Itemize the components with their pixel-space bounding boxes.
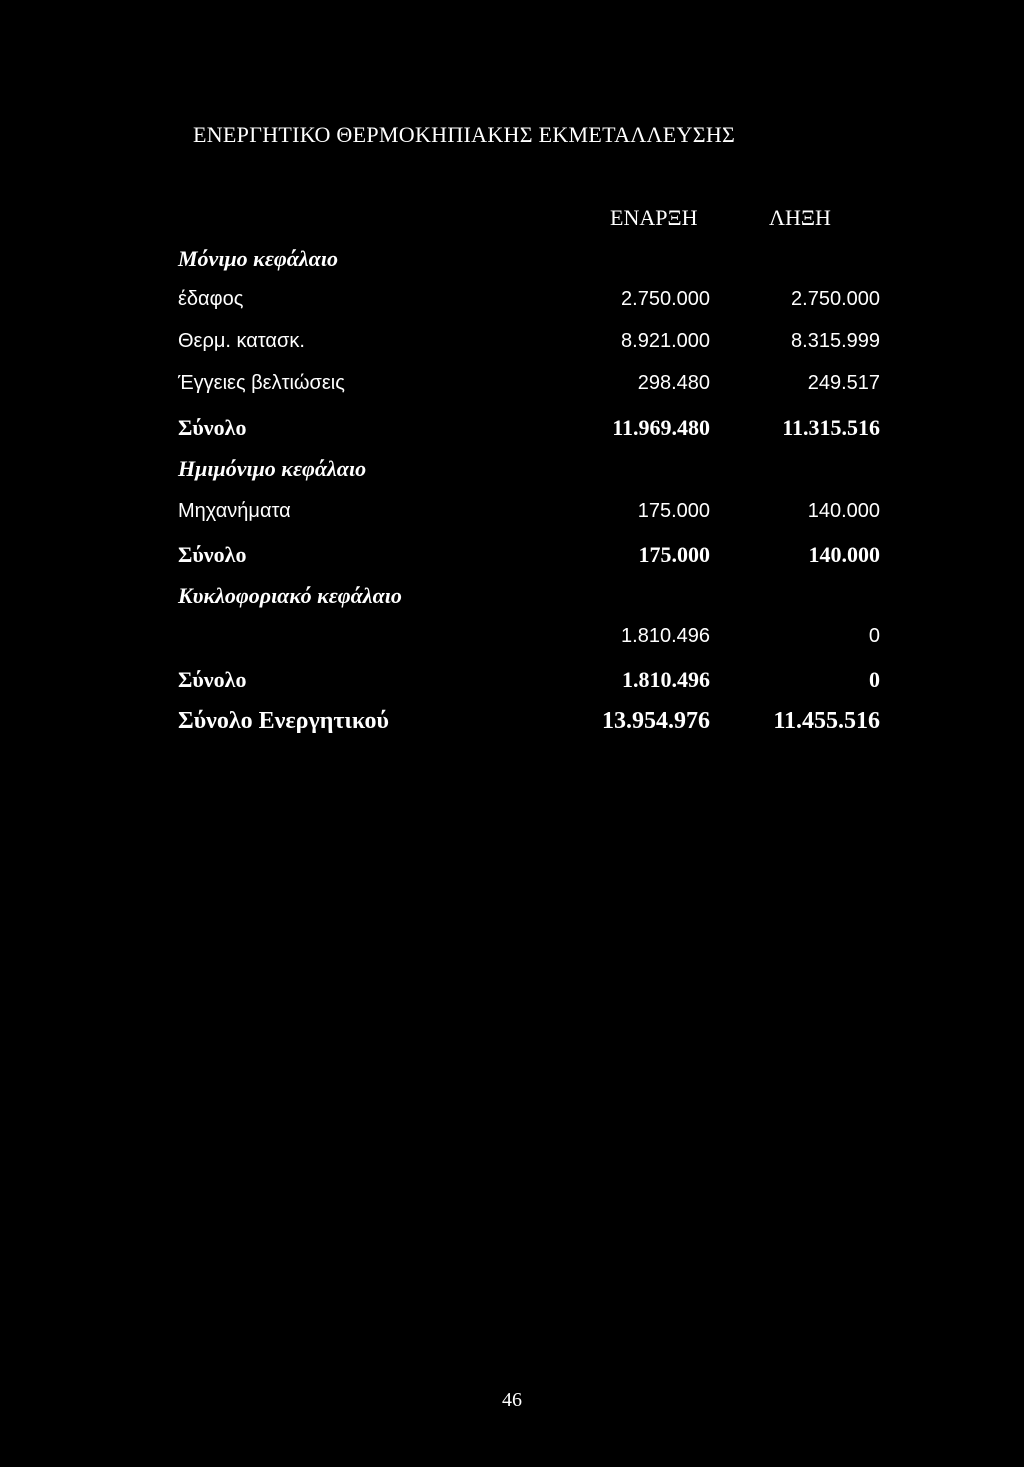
total-label: Σύνολο <box>178 415 247 440</box>
section-heading-row <box>178 456 882 486</box>
table-row <box>178 372 882 402</box>
row-value-start: 8.921.000 <box>621 330 710 352</box>
row-value-end: 0 <box>868 625 880 647</box>
row-value-start: 2.750.000 <box>621 288 710 310</box>
total-value-start: 11.969.480 <box>612 415 710 440</box>
row-value-end: 140.000 <box>807 500 880 522</box>
row-label: Θερμ. κατασκ. <box>178 330 305 352</box>
total-row <box>178 542 882 572</box>
total-row <box>178 415 882 445</box>
total-value-start: 175.000 <box>638 542 710 567</box>
total-value-end: 0 <box>869 667 880 692</box>
column-header-end: ΛΗΞΗ <box>769 205 831 230</box>
table-row <box>178 288 882 318</box>
table-row <box>178 625 882 655</box>
column-header-start: ΕΝΑΡΞΗ <box>610 205 698 230</box>
total-value-end: 11.315.516 <box>782 415 880 440</box>
grand-total-value-end: 11.455.516 <box>773 708 880 734</box>
total-label: Σύνολο <box>178 542 247 567</box>
row-value-start: 1.810.496 <box>621 625 710 647</box>
row-value-start: 175.000 <box>637 500 710 522</box>
row-label: έδαφος <box>178 288 244 310</box>
row-label: Μηχανήματα <box>178 500 291 522</box>
row-value-end: 249.517 <box>807 372 880 394</box>
grand-total-row <box>178 708 882 738</box>
row-value-start: 298.480 <box>637 372 710 394</box>
total-value-start: 1.810.496 <box>622 667 710 692</box>
section-heading-semi-fixed: Ημιμόνιμο κεφάλαιο <box>178 456 367 481</box>
grand-total-value-start: 13.954.976 <box>602 708 710 734</box>
table-row <box>178 500 882 530</box>
section-heading-row <box>178 246 882 276</box>
total-label: Σύνολο <box>178 667 247 692</box>
page-title: ΕΝΕΡΓΗΤΙΚΟ ΘΕΡΜΟΚΗΠΙΑΚΗΣ ΕΚΜΕΤΑΛΛΕΥΣΗΣ <box>193 122 736 147</box>
section-heading-working: Κυκλοφοριακό κεφάλαιο <box>178 583 402 608</box>
page-number: 46 <box>502 1389 522 1411</box>
total-value-end: 140.000 <box>808 542 880 567</box>
row-value-end: 8.315.999 <box>791 330 880 352</box>
row-value-end: 2.750.000 <box>791 288 880 310</box>
section-heading-row <box>178 583 882 613</box>
row-label: Έγγειες βελτιώσεις <box>178 372 345 394</box>
table-row <box>178 330 882 360</box>
total-row <box>178 667 882 697</box>
section-heading-fixed: Μόνιμο κεφάλαιο <box>178 246 338 271</box>
grand-total-label: Σύνολο Ενεργητικού <box>178 708 389 734</box>
